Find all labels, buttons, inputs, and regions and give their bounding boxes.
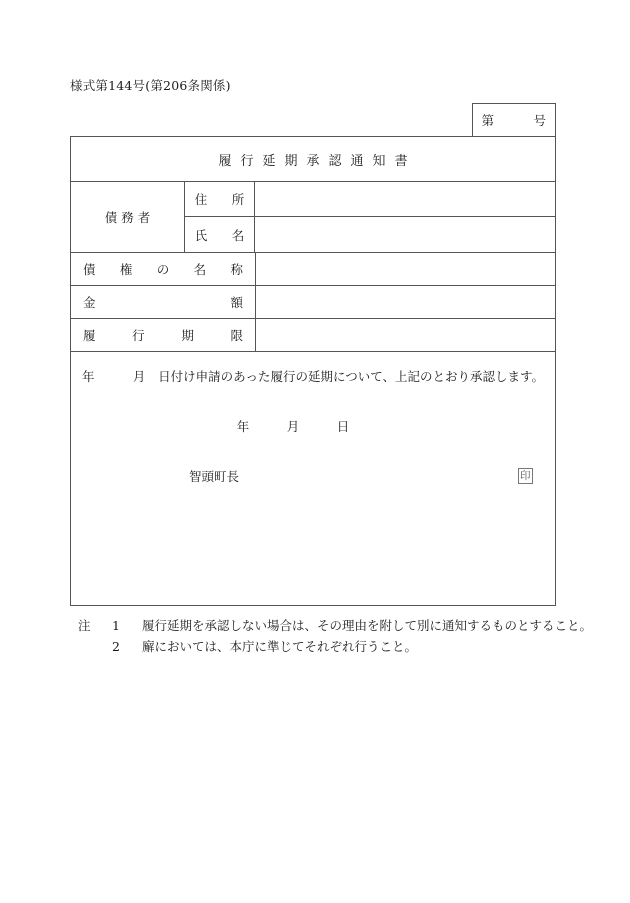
issue-date-line[interactable]: 年 月 日 bbox=[236, 419, 350, 434]
note-number: 1 bbox=[112, 618, 120, 633]
table-title-row bbox=[71, 137, 555, 182]
deadline-value[interactable] bbox=[256, 319, 555, 351]
serial-number-box bbox=[472, 103, 556, 137]
notes-tag-spacer bbox=[78, 636, 112, 657]
document-title: 履行延期承認通知書 bbox=[218, 153, 417, 169]
form-number: 様式第144号(第206条関係) bbox=[70, 78, 231, 93]
debtor-address-label: 住 所 bbox=[185, 182, 255, 216]
note-text: 廨においては、本庁に準じてそれぞれ行うこと。 bbox=[142, 639, 418, 654]
notice-sentence bbox=[71, 367, 555, 385]
table-row bbox=[71, 319, 555, 352]
notes-tag: 注 bbox=[78, 618, 91, 633]
debtor-name-value[interactable] bbox=[255, 217, 555, 252]
note-item bbox=[78, 636, 592, 657]
debtor-label: 債務者 bbox=[71, 182, 185, 252]
debtor-field-list bbox=[185, 182, 555, 252]
table-row bbox=[71, 286, 555, 319]
footer-notes bbox=[78, 615, 592, 657]
note-text: 履行延期を承認しない場合は、その理由を附して別に通知するものとすること。 bbox=[142, 618, 593, 633]
table-row bbox=[71, 253, 555, 286]
note-item bbox=[78, 615, 592, 636]
notice-sentence-text: 日付け申請のあった履行の延期について、上記のとおり承認します。 bbox=[145, 369, 544, 384]
table-row bbox=[185, 217, 555, 252]
amount-label: 金額 bbox=[71, 286, 256, 318]
issuer-name: 智頭町長 bbox=[189, 469, 240, 484]
application-date-prefix[interactable]: 年 月 bbox=[82, 369, 146, 384]
note-number: 2 bbox=[112, 639, 120, 654]
signature-line bbox=[189, 467, 533, 485]
debtor-address-value[interactable] bbox=[255, 182, 555, 216]
form-table bbox=[70, 136, 556, 606]
claim-name-value[interactable] bbox=[256, 253, 555, 285]
notice-body-section bbox=[71, 352, 555, 606]
claim-name-label: 債権の名称 bbox=[71, 253, 256, 285]
debtor-name-label: 氏 名 bbox=[185, 217, 255, 252]
table-row bbox=[185, 182, 555, 217]
seal-icon: 印 bbox=[518, 468, 534, 484]
debtor-block bbox=[71, 182, 555, 253]
deadline-label: 履行期限 bbox=[71, 319, 256, 351]
serial-number-label: 第 号 bbox=[481, 113, 547, 128]
amount-value[interactable] bbox=[256, 286, 555, 318]
